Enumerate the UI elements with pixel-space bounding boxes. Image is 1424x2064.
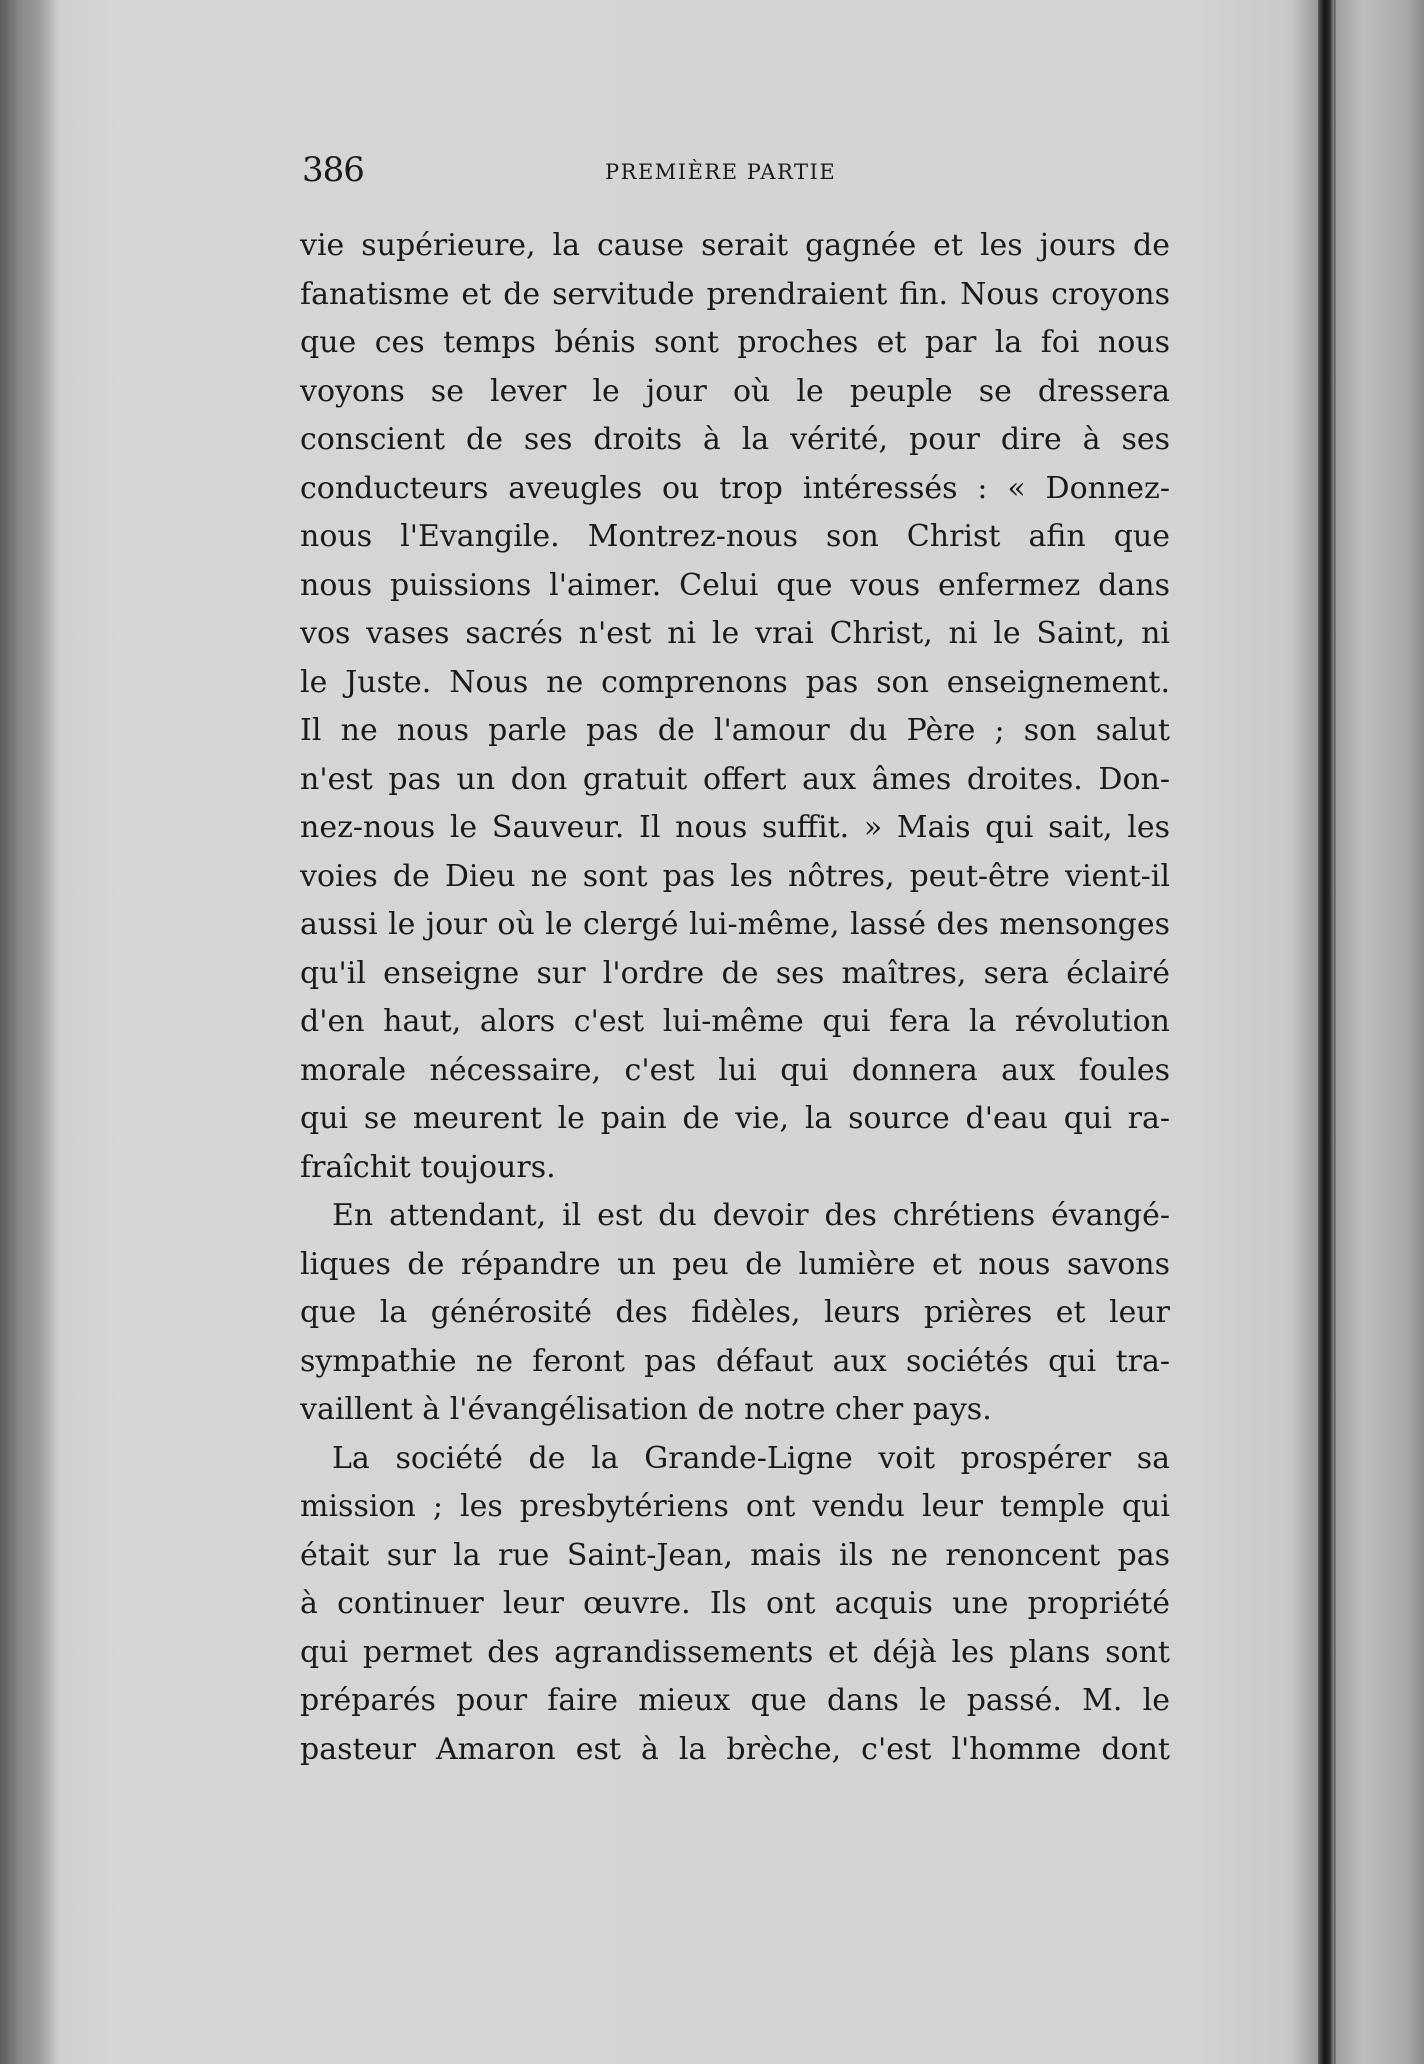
page-left-edge-shadow [0, 0, 60, 2064]
paragraph-first-line: En attendant, il est du devoir des chrétiens évangé- [332, 1198, 1170, 1233]
text-line: voies de Dieu ne sont pas les nôtres, peut-être vient-il [300, 858, 1170, 894]
text-line: conscient de ses droits à la vérité, pour dire à ses [300, 422, 1170, 457]
text-line: aussi le jour où le clergé lui-même, lassé des mensonges [300, 907, 1170, 942]
paragraph-first-line: La société de la Grande-Ligne voit prospérer sa [332, 1440, 1170, 1476]
text-line: pasteur Amaron est à la brèche, c'est l'homme dont [300, 1731, 1170, 1767]
text-line: que ces temps bénis sont proches et par la foi nous [300, 325, 1170, 360]
book-page [300, 150, 1170, 1774]
text-line: mission ; les presbytériens ont vendu leur temple qui [300, 1489, 1170, 1524]
facing-page-edge [1336, 0, 1424, 2064]
text-line: morale nécessaire, c'est lui qui donnera aux foules [300, 1052, 1170, 1088]
text-line: était sur la rue Saint-Jean, mais ils ne renoncent pas [300, 1537, 1170, 1573]
text-line: d'en haut, alors c'est lui-même qui fera la révolution [300, 1004, 1170, 1039]
text-line: conducteurs aveugles ou trop intéressés : « Donnez- [300, 470, 1170, 506]
text-line: sympathie ne feront pas défaut aux sociétés qui tra- [300, 1343, 1170, 1379]
paragraph-last-line: vaillent à l'évangélisation de notre cher pays. [300, 1392, 992, 1427]
text-line: qui permet des agrandissements et déjà les plans sont [300, 1634, 1170, 1670]
running-head [300, 150, 1170, 200]
text-line: qui se meurent le pain de vie, la source d'eau qui ra- [300, 1101, 1170, 1136]
page-number: 386 [302, 150, 364, 190]
text-line: préparés pour faire mieux que dans le passé. M. le [300, 1683, 1170, 1718]
running-head-title: PREMIÈRE PARTIE [605, 160, 837, 184]
text-line: nez-nous le Sauveur. Il nous suffit. » Mais qui sait, les [300, 810, 1170, 845]
text-line: Il ne nous parle pas de l'amour du Père ; son salut [300, 713, 1170, 748]
text-line: voyons se lever le jour où le peuple se dressera [300, 373, 1170, 409]
page-body-text [300, 222, 1170, 1774]
book-gutter [1318, 0, 1334, 2064]
text-line: vos vases sacrés n'est ni le vrai Christ, ni le Saint, ni [300, 616, 1170, 651]
text-line: fanatisme et de servitude prendraient fin. Nous croyons [300, 276, 1170, 312]
text-line: que la générosité des fidèles, leurs prières et leur [300, 1295, 1170, 1330]
text-line: le Juste. Nous ne comprenons pas son enseignement. [300, 664, 1170, 700]
paragraph-last-line: fraîchit toujours. [300, 1149, 556, 1185]
text-line: vie supérieure, la cause serait gagnée et les jours de [300, 228, 1170, 263]
text-line: qu'il enseigne sur l'ordre de ses maîtres, sera éclairé [300, 955, 1170, 991]
text-line: liques de répandre un peu de lumière et nous savons [300, 1246, 1170, 1282]
text-line: à continuer leur œuvre. Ils ont acquis une propriété [300, 1586, 1170, 1621]
text-line: n'est pas un don gratuit offert aux âmes droites. Don- [300, 761, 1170, 797]
text-line: nous l'Evangile. Montrez-nous son Christ afin que [300, 519, 1170, 554]
text-line: nous puissions l'aimer. Celui que vous enfermez dans [300, 567, 1170, 603]
